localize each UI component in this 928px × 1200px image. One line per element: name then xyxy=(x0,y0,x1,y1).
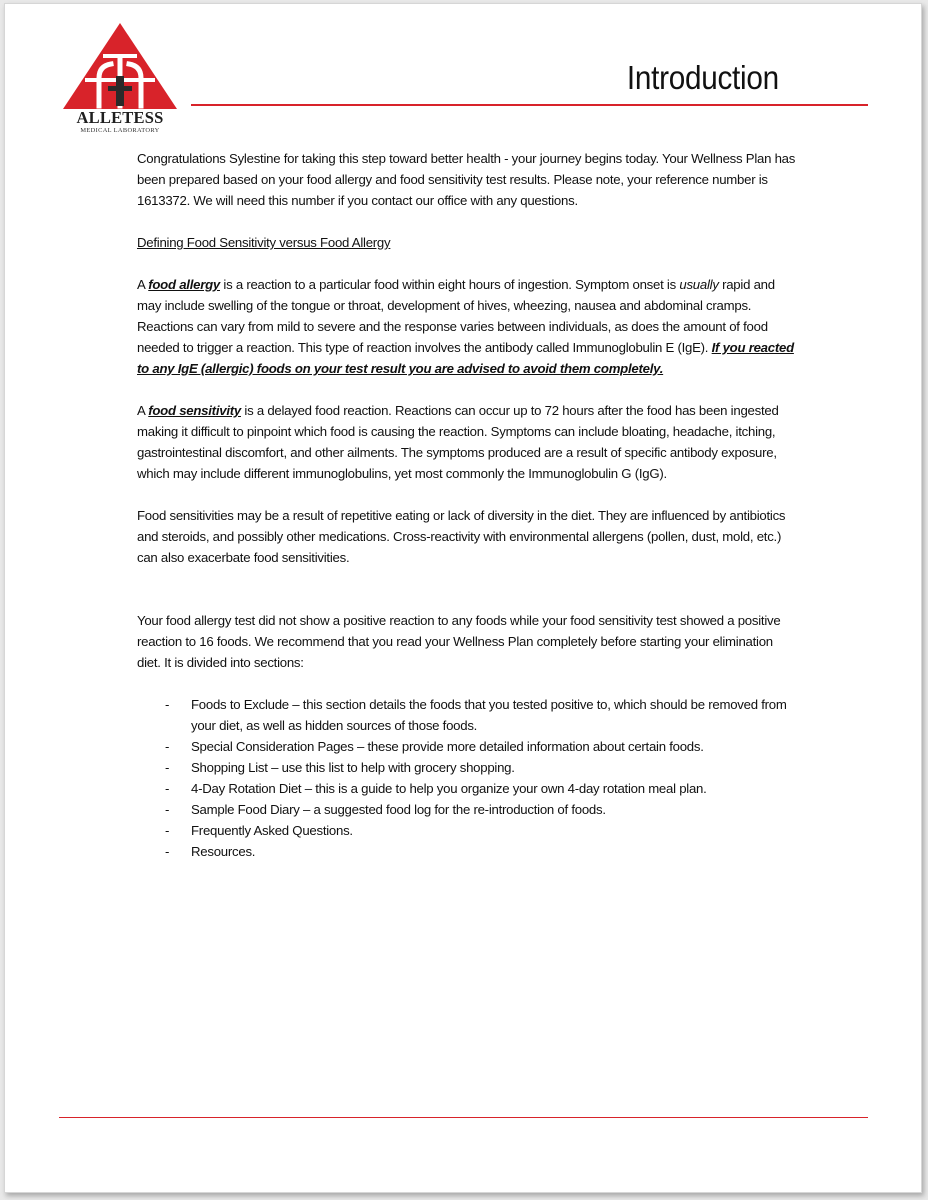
document-page xyxy=(4,3,922,1193)
list-item-text: 4-Day Rotation Diet – this is a guide to help you organize your own 4-day rotation meal plan. xyxy=(191,781,707,796)
causes-paragraph: Food sensitivities may be a result of repetitive eating or lack of diversity in the diet. They are influenced by antibiotics and steroids, and possibly other medications. Cross-reactivity with environmental allergens (pollen, dust, mold, etc.) can also exacerbate food sensitivities. xyxy=(137,508,786,565)
list-item-text: Foods to Exclude – this section details the foods that you tested positive to, which should be removed from your diet, as well as hidden sources of those foods. xyxy=(191,697,787,733)
list-dash: - xyxy=(165,823,170,838)
footer-rule xyxy=(59,1117,868,1118)
logo-subtitle: MEDICAL LABORATORY xyxy=(80,127,160,134)
list-item xyxy=(137,694,797,736)
sensitivity-paragraph xyxy=(137,400,797,484)
list-item xyxy=(137,820,797,841)
body-content xyxy=(137,148,797,862)
spacer xyxy=(137,589,797,610)
results-paragraph: Your food allergy test did not show a positive reaction to any foods while your food sensitivity test showed a positive reaction to 16 foods. We recommend that you read your Wellness Plan completely before starting your elimination diet. It is divided into sections: xyxy=(137,613,781,670)
list-item xyxy=(137,799,797,820)
list-item-text: Sample Food Diary – a suggested food log for the re-introduction of foods. xyxy=(191,802,606,817)
list-dash: - xyxy=(165,739,170,754)
intro-paragraph: Congratulations Sylestine for taking this step toward better health - your journey begins today. Your Wellness Plan has been prepared based on your food allergy and food sensitivity test results. Please note, your reference number is 1613372. We will need this number if you contact our office with any questions. xyxy=(137,151,796,208)
allergy-term: food allergy xyxy=(148,277,220,292)
section-heading: Defining Food Sensitivity versus Food Allergy xyxy=(137,235,391,250)
allergy-text-1: is a reaction to a particular food within eight hours of ingestion. Symptom onset is xyxy=(219,277,680,292)
list-item xyxy=(137,757,797,778)
sensitivity-lead: A xyxy=(137,403,149,418)
list-dash: - xyxy=(165,760,170,775)
sections-list xyxy=(137,694,797,862)
allergy-paragraph xyxy=(137,274,797,379)
header-rule xyxy=(191,104,868,106)
page-title: Introduction xyxy=(627,59,779,96)
sensitivity-term: food sensitivity xyxy=(148,403,241,418)
allergy-text-2: rapid and may include swelling of the tongue or throat, development of hives, wheezing, nausea and abdominal cramps. Reactions can vary from mild to severe and the response varies between individuals, as does the amount of food needed to trigger a reaction. This type of reaction involves the antibody called Immunoglobulin E (IgE). xyxy=(137,277,775,355)
list-dash: - xyxy=(165,802,170,817)
list-dash: - xyxy=(165,697,170,712)
list-dash: - xyxy=(165,844,170,859)
list-item-text: Resources. xyxy=(191,844,256,859)
alletess-logo xyxy=(59,20,181,140)
sensitivity-text: is a delayed food reaction. Reactions can occur up to 72 hours after the food has been ingested making it difficult to pinpoint which food is causing the reaction. Symptoms can include bloating, headache, itching, gastrointestinal discomfort, and other ailments. The symptoms produced are a result of specific antibody exposure, which may include different immunoglobulins, yet most commonly the Immunoglobulin G (IgG). xyxy=(137,403,779,481)
list-item-text: Shopping List – use this list to help with grocery shopping. xyxy=(191,760,515,775)
logo-name: ALLETESS xyxy=(76,108,164,127)
allergy-warning: If you reacted to any IgE (allergic) foods on your test result you are advised to avoid them completely. xyxy=(137,340,794,376)
allergy-usually: usually xyxy=(679,277,719,292)
list-item-text: Special Consideration Pages – these provide more detailed information about certain foods. xyxy=(191,739,704,754)
list-item-text: Frequently Asked Questions. xyxy=(191,823,353,838)
list-item xyxy=(137,841,797,862)
list-item xyxy=(137,778,797,799)
logo-triangle-icon xyxy=(59,20,181,112)
allergy-lead: A xyxy=(137,277,149,292)
list-dash: - xyxy=(165,781,170,796)
list-item xyxy=(137,736,797,757)
